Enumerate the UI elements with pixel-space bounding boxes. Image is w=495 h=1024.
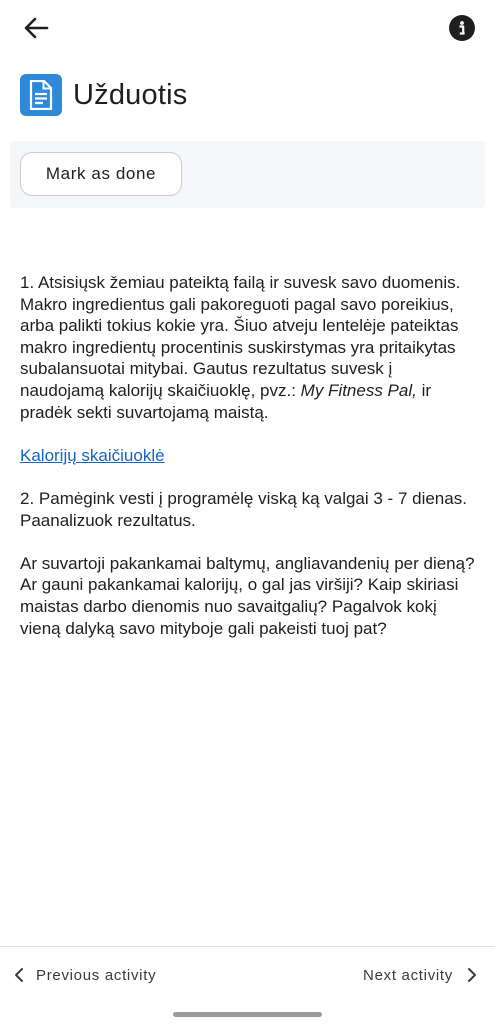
instruction-paragraph-2: 2. Pamėgink vesti į programėlę viską ką valgai 3 - 7 dienas. Paanalizuok rezultatus. — [20, 488, 467, 530]
activity-content — [20, 272, 480, 661]
back-button[interactable] — [16, 10, 56, 46]
chevron-right-icon — [467, 967, 477, 983]
previous-activity-label: Previous activity — [36, 966, 157, 984]
home-indicator[interactable] — [173, 1012, 322, 1017]
activity-navigation — [0, 946, 495, 1005]
info-icon — [449, 15, 475, 41]
instruction-text-end: ir pradėk sekti suvartojamą maistą. — [20, 380, 432, 422]
page-title: Užduotis — [73, 78, 188, 111]
instruction-text: 1. Atsisiųsk žemiau pateiktą failą ir suvesk savo duomenis. Makro ingredientus gali pakoreguoti pagal savo poreikius, arba palikti tokius kokie yra. Šiuo atveju lentelėje pateiktas makro ingredientų procentinis suskirstymas yra pritaikytas subalansuotai mitybai. Gautus rezultatus suvesk į naudojamą kalorijų skaičiuoklę, pvz.: — [20, 273, 461, 400]
next-activity-button[interactable] — [363, 959, 477, 991]
reflection-questions: Ar suvartoji pakankamai baltymų, angliavandenių per dieną? Ar gauni pakankamai kalorijų, o gal jas viršiji? Kaip skiriasi maistas darbo dienomis nuo savaitgalių? Pagalvok kokį vieną dalyką savo mityboje gali pakeisti tuoj pat? — [20, 553, 475, 638]
top-app-bar — [0, 0, 495, 56]
previous-activity-button[interactable] — [14, 959, 156, 991]
chevron-left-icon — [14, 967, 24, 983]
info-button[interactable] — [449, 15, 475, 41]
completion-panel — [10, 141, 485, 208]
page-header — [20, 74, 187, 116]
document-icon — [20, 74, 62, 116]
mark-as-done-button[interactable]: Mark as done — [20, 152, 182, 196]
calorie-calculator-link[interactable]: Kalorijų skaičiuoklė — [20, 445, 165, 465]
link-paragraph — [20, 445, 480, 467]
next-activity-label: Next activity — [363, 966, 453, 984]
instruction-paragraph-1 — [20, 272, 480, 423]
app-name-text: My Fitness Pal, — [300, 380, 417, 400]
arrow-left-icon — [23, 16, 49, 40]
